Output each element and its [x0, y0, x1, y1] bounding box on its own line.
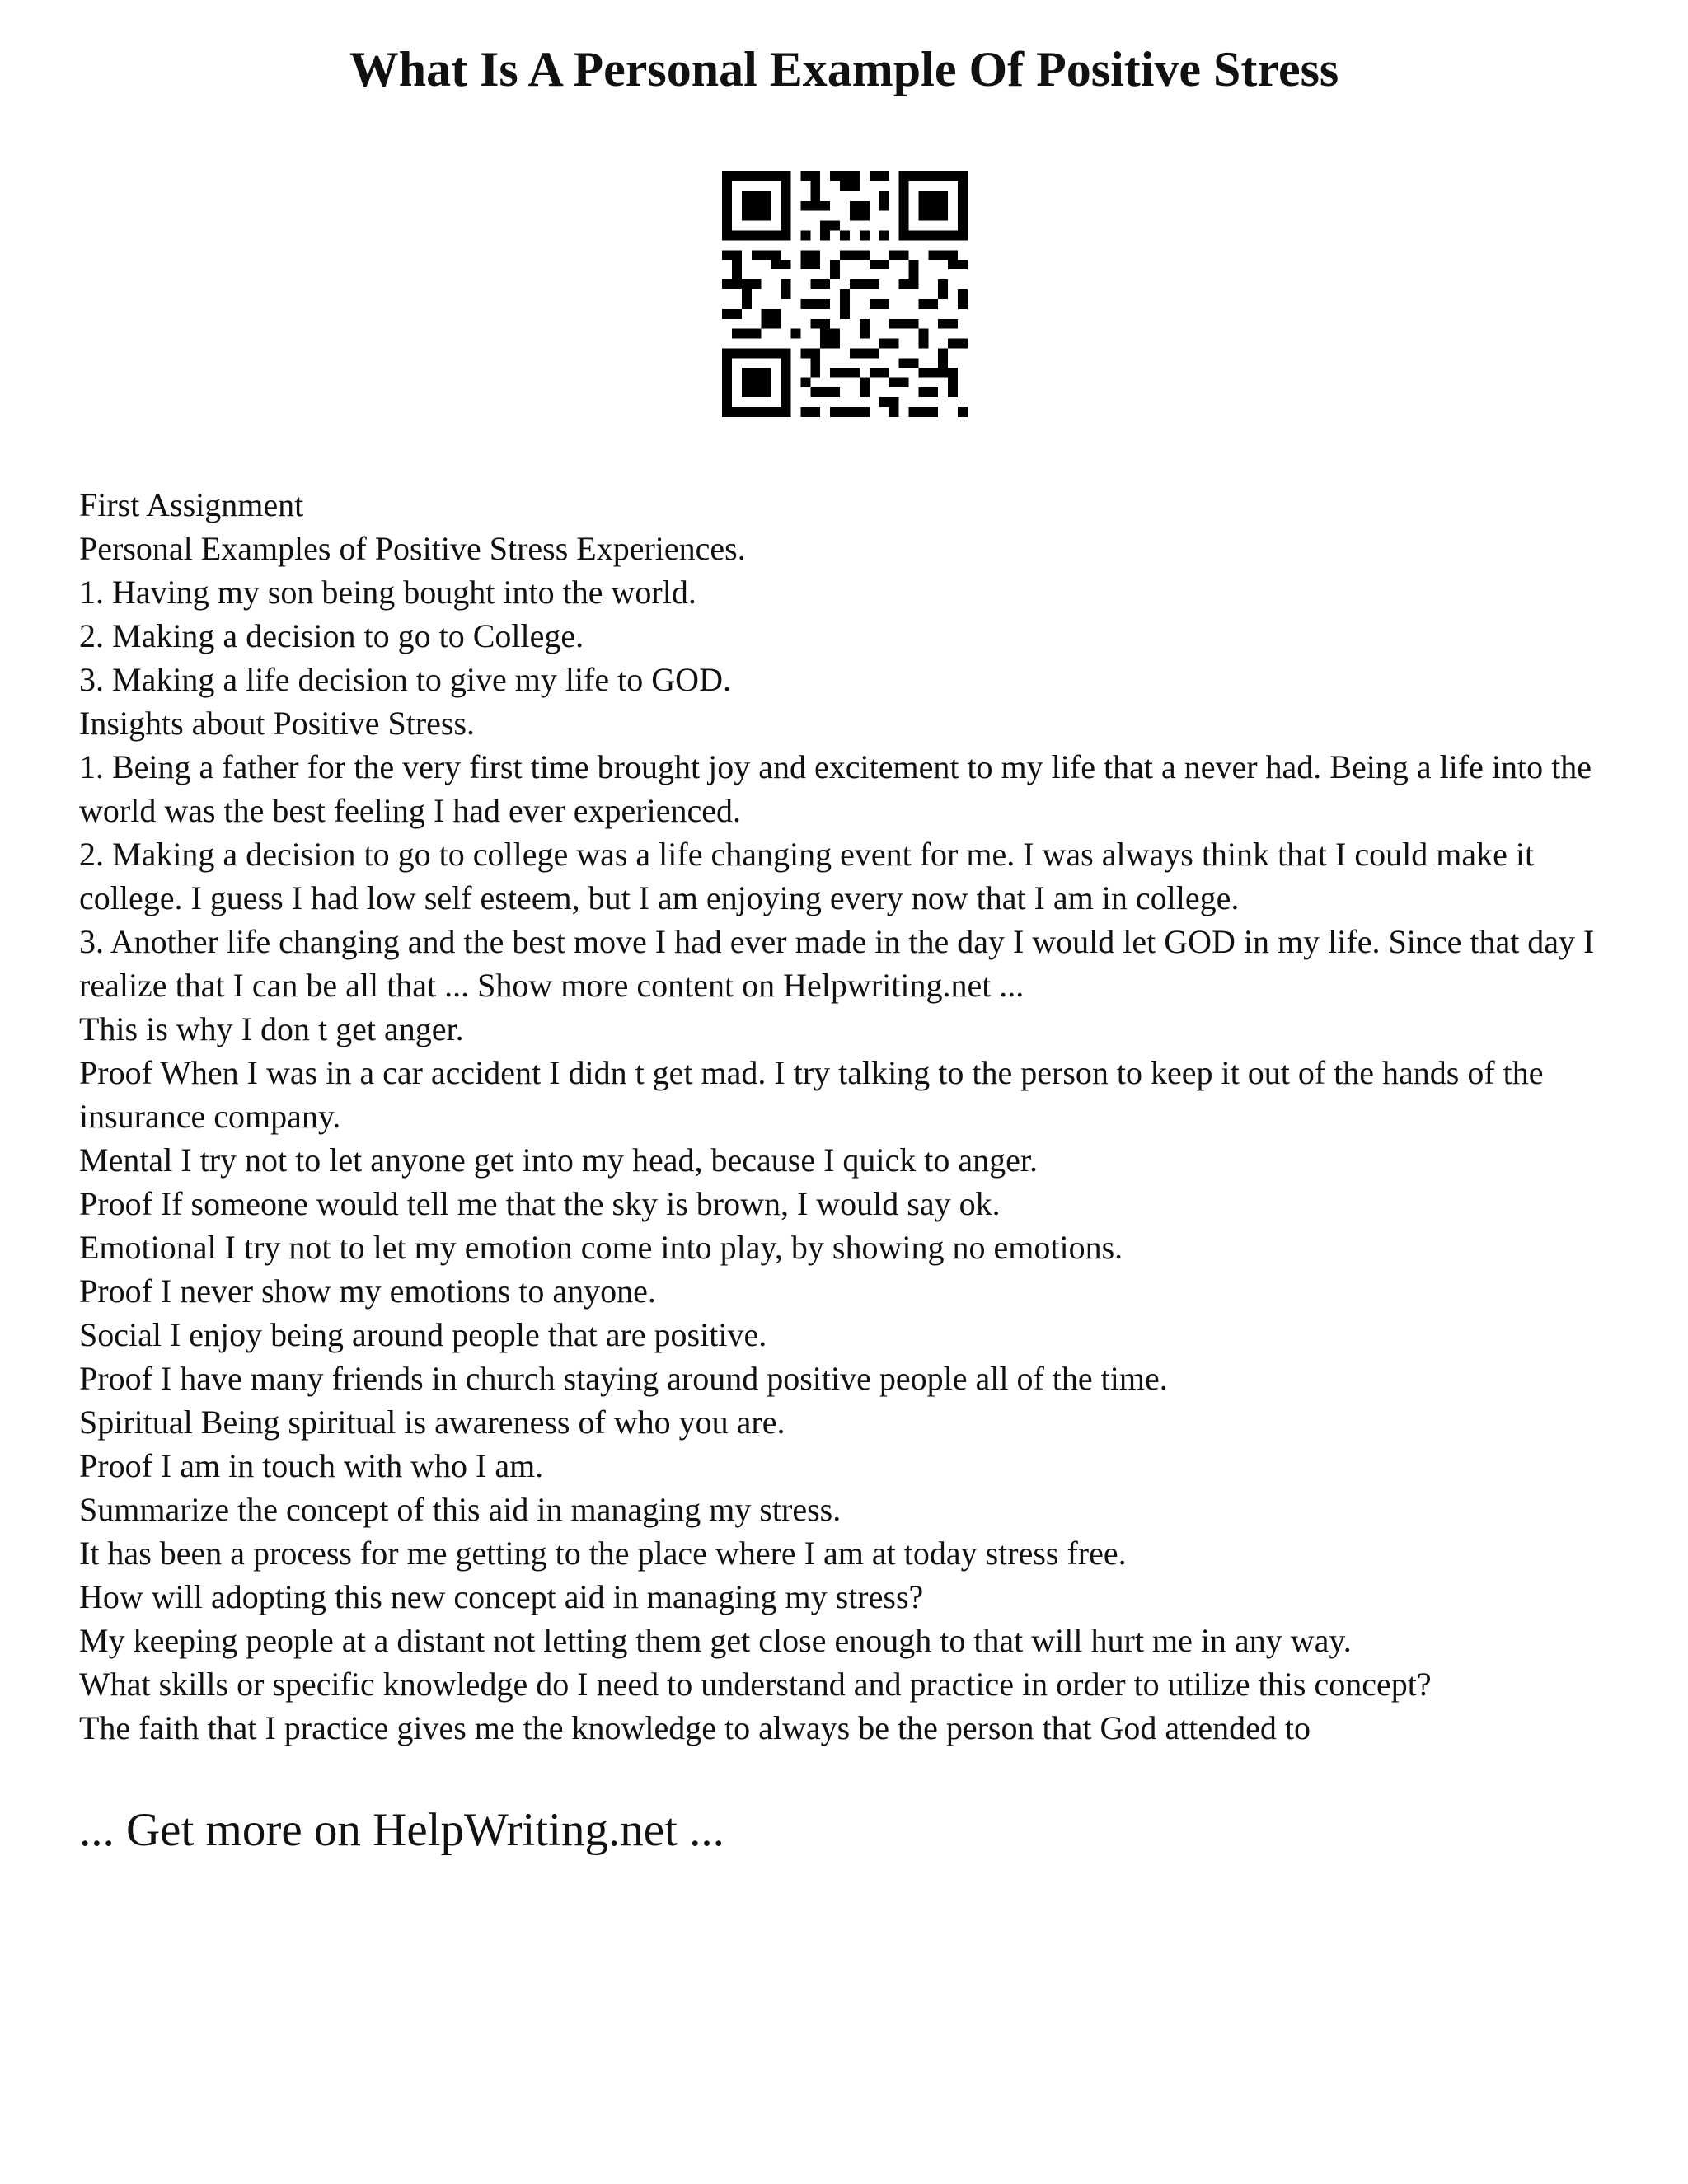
text-line: Proof I never show my emotions to anyone. — [79, 1272, 656, 1310]
qr-code-icon — [722, 171, 968, 417]
text-line: Personal Examples of Positive Stress Experiences. — [79, 530, 746, 567]
text-line: 3. Making a life decision to give my life to GOD. — [79, 661, 731, 698]
text-line: Proof I have many friends in church staying around positive people all of the time. — [79, 1360, 1168, 1397]
text-line: 2. Making a decision to go to college was a life changing event for me. I was always think that I could make it college. I guess I had low self esteem, but I am enjoying every now that I am in college. — [79, 836, 1535, 916]
text-line: 2. Making a decision to go to College. — [79, 617, 584, 654]
text-line: Proof I am in touch with who I am. — [79, 1447, 544, 1484]
text-line: The faith that I practice gives me the knowledge to always be the person that God attended to — [79, 1709, 1311, 1746]
text-line: First Assignment — [79, 486, 304, 523]
page-title: What Is A Personal Example Of Positive Stress — [349, 42, 1339, 96]
text-line: Proof If someone would tell me that the sky is brown, I would say ok. — [79, 1185, 1001, 1222]
text-line: Social I enjoy being around people that are positive. — [79, 1316, 767, 1353]
text-line: 3. Another life changing and the best move I had ever made in the day I would let GOD in my life. Since that day I realize that I can be all that ... Show more content on Helpwriting.net ... — [79, 923, 1595, 1004]
text-line: Summarize the concept of this aid in managing my stress. — [79, 1491, 842, 1528]
text-line: What skills or specific knowledge do I need to understand and practice in order to utilize this concept? — [79, 1666, 1432, 1703]
text-line: Mental I try not to let anyone get into my head, because I quick to anger. — [79, 1141, 1038, 1179]
text-line: My keeping people at a distant not letting them get close enough to that will hurt me in any way. — [79, 1622, 1352, 1659]
text-line: Spiritual Being spiritual is awareness of who you are. — [79, 1404, 785, 1441]
text-line: This is why I don t get anger. — [79, 1010, 464, 1047]
text-line: How will adopting this new concept aid in managing my stress? — [79, 1578, 924, 1615]
body-text — [79, 483, 1629, 1750]
text-line: 1. Being a father for the very first time brought joy and excitement to my life that a never had. Being a life into the world was the best feeling I had ever experienced. — [79, 748, 1592, 829]
text-line: Emotional I try not to let my emotion come into play, by showing no emotions. — [79, 1229, 1123, 1266]
text-line: 1. Having my son being bought into the world. — [79, 574, 696, 611]
text-line: Insights about Positive Stress. — [79, 705, 476, 742]
get-more-link[interactable]: ... Get more on HelpWriting.net ... — [79, 1804, 724, 1856]
text-line: Proof When I was in a car accident I didn t get mad. I try talking to the person to keep it out of the hands of the insurance company. — [79, 1054, 1544, 1135]
text-line: It has been a process for me getting to the place where I am at today stress free. — [79, 1535, 1127, 1572]
